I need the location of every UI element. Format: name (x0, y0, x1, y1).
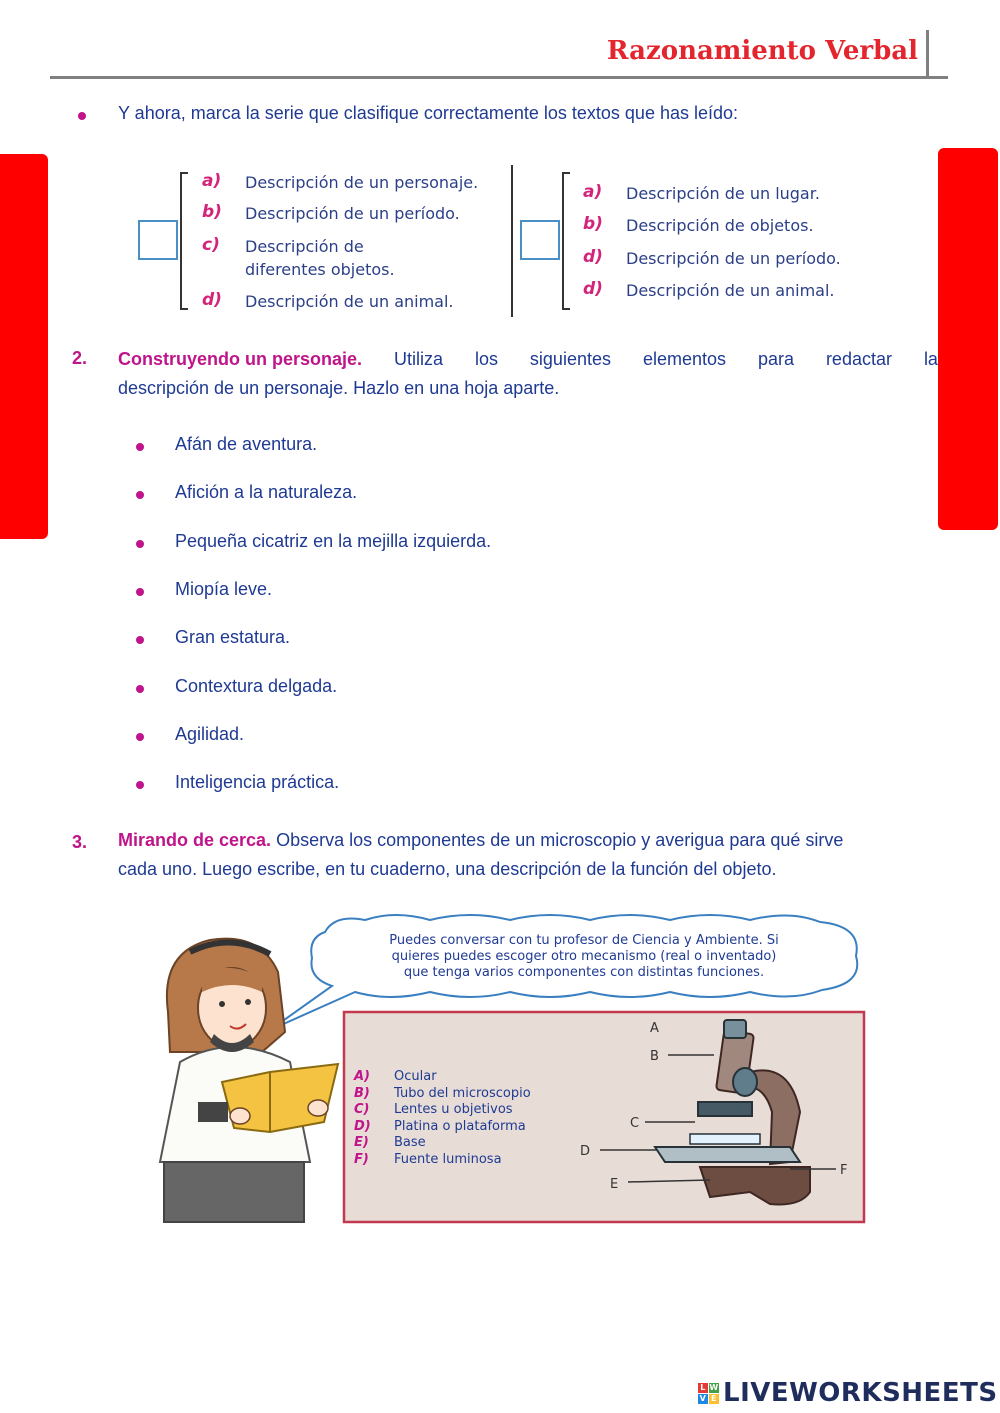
answer-box-left[interactable] (138, 220, 178, 260)
diagram-label: A (650, 1021, 659, 1036)
part-letter: F) (354, 1152, 369, 1167)
part-letter: A) (354, 1069, 371, 1084)
page-title: Razonamiento Verbal (606, 36, 918, 66)
list-item: Miopía leve. (175, 579, 273, 599)
section2-paragraph (118, 345, 938, 403)
icon-letter: W (709, 1382, 719, 1392)
bullet-icon (136, 443, 144, 451)
word: redactar (825, 349, 892, 369)
bullet-icon (136, 491, 144, 499)
part-name: Fuente luminosa (394, 1152, 502, 1167)
option-text: Descripción de (245, 237, 364, 256)
bubble-line: quieres puedes escoger otro mecanismo (real o inventado) (391, 949, 777, 964)
option-letter: c) (202, 235, 220, 255)
option-text: Descripción de un animal. (626, 281, 835, 300)
part-letter: B) (354, 1086, 370, 1101)
header-rule (50, 76, 948, 79)
option-letter: b) (583, 214, 603, 234)
part-name: Base (394, 1135, 426, 1150)
bubble-line: que tenga varios componentes con distintas funciones. (403, 965, 765, 980)
diagram-label: C (630, 1116, 640, 1131)
option-letter: b) (202, 202, 222, 222)
word: elementos (642, 349, 726, 369)
option-text: Descripción de un animal. (245, 292, 454, 311)
part-name: Lentes u objetivos (394, 1102, 513, 1117)
section3-heading: Mirando de cerca. (118, 830, 272, 850)
part-letter: D) (354, 1119, 371, 1134)
icon-letter: E (709, 1394, 719, 1404)
header-divider (926, 30, 929, 78)
option-text: Descripción de un período. (626, 249, 841, 268)
intro-instruction: Y ahora, marca la serie que clasifique correctamente los textos que has leído: (118, 103, 739, 123)
list-item: Agilidad. (175, 724, 245, 744)
bullet-icon (136, 636, 144, 644)
list-item: Afición a la naturaleza. (175, 482, 358, 502)
girl-reading-figure (160, 939, 338, 1222)
brand-name: LIVEWORKSHEETS (723, 1378, 998, 1408)
diagram-label: D (580, 1144, 591, 1159)
liveworksheets-icon (698, 1383, 719, 1404)
part-name: Ocular (394, 1069, 437, 1084)
section-number: 2. (72, 348, 88, 368)
option-letter: a) (583, 182, 603, 202)
word: Utiliza (393, 349, 443, 369)
liveworksheets-logo[interactable] (698, 1378, 998, 1408)
right-side-bar (938, 148, 998, 530)
option-letter: d) (202, 290, 222, 310)
word: siguientes (529, 349, 611, 369)
part-letter: C) (354, 1102, 370, 1117)
bullet-icon (136, 540, 144, 548)
bullet-icon (136, 781, 144, 789)
icon-letter: L (698, 1383, 708, 1393)
option-letter: d) (583, 279, 603, 299)
section3-paragraph (118, 826, 843, 884)
word: los (474, 349, 498, 369)
list-item: Afán de aventura. (175, 434, 318, 454)
part-name: Tubo del microscopio (394, 1086, 531, 1101)
answer-box-right[interactable] (520, 220, 560, 260)
option-text: Descripción de un personaje. (245, 173, 479, 192)
bubble-line: Puedes conversar con tu profesor de Ciencia y Ambiente. Si (389, 933, 779, 948)
word: para (757, 349, 794, 369)
section3-line1 (118, 826, 843, 855)
bracket-left (180, 172, 188, 310)
list-item: Gran estatura. (175, 627, 291, 647)
section-number: 3. (72, 832, 88, 852)
option-text: Descripción de objetos. (626, 216, 814, 235)
bullet-icon (136, 685, 144, 693)
microscope-illustration (150, 912, 870, 1230)
section2-heading: Construyendo un personaje. (118, 349, 363, 369)
left-side-bar (0, 154, 48, 539)
icon-letter: V (699, 1393, 707, 1403)
part-letter: E) (354, 1135, 369, 1150)
bullet-icon (78, 112, 86, 120)
option-text: Descripción de un período. (245, 204, 460, 223)
section3-line1-text: Observa los componentes de un microscopio y averigua para qué sirve (276, 830, 844, 850)
section3-line2: cada uno. Luego escribe, en tu cuaderno, una descripción de la función del objeto. (118, 859, 777, 879)
word: la (923, 349, 938, 369)
diagram-label: B (650, 1049, 659, 1064)
bullet-icon (136, 733, 144, 741)
section2-line2: descripción de un personaje. Hazlo en una hoja aparte. (118, 378, 560, 398)
option-text: diferentes objetos. (245, 260, 395, 279)
list-item: Inteligencia práctica. (175, 772, 340, 792)
section2-line1 (118, 345, 938, 374)
bullet-icon (136, 588, 144, 596)
diagram-label: E (610, 1177, 619, 1192)
bracket-right (562, 172, 570, 310)
diagram-label: F (840, 1163, 848, 1178)
list-item: Pequeña cicatriz en la mejilla izquierda. (175, 531, 492, 551)
part-name: Platina o plataforma (394, 1119, 526, 1134)
option-text: Descripción de un lugar. (626, 184, 820, 203)
options-divider (511, 165, 513, 317)
option-letter: a) (202, 171, 222, 191)
list-item: Contextura delgada. (175, 676, 338, 696)
option-letter: d) (583, 247, 603, 267)
